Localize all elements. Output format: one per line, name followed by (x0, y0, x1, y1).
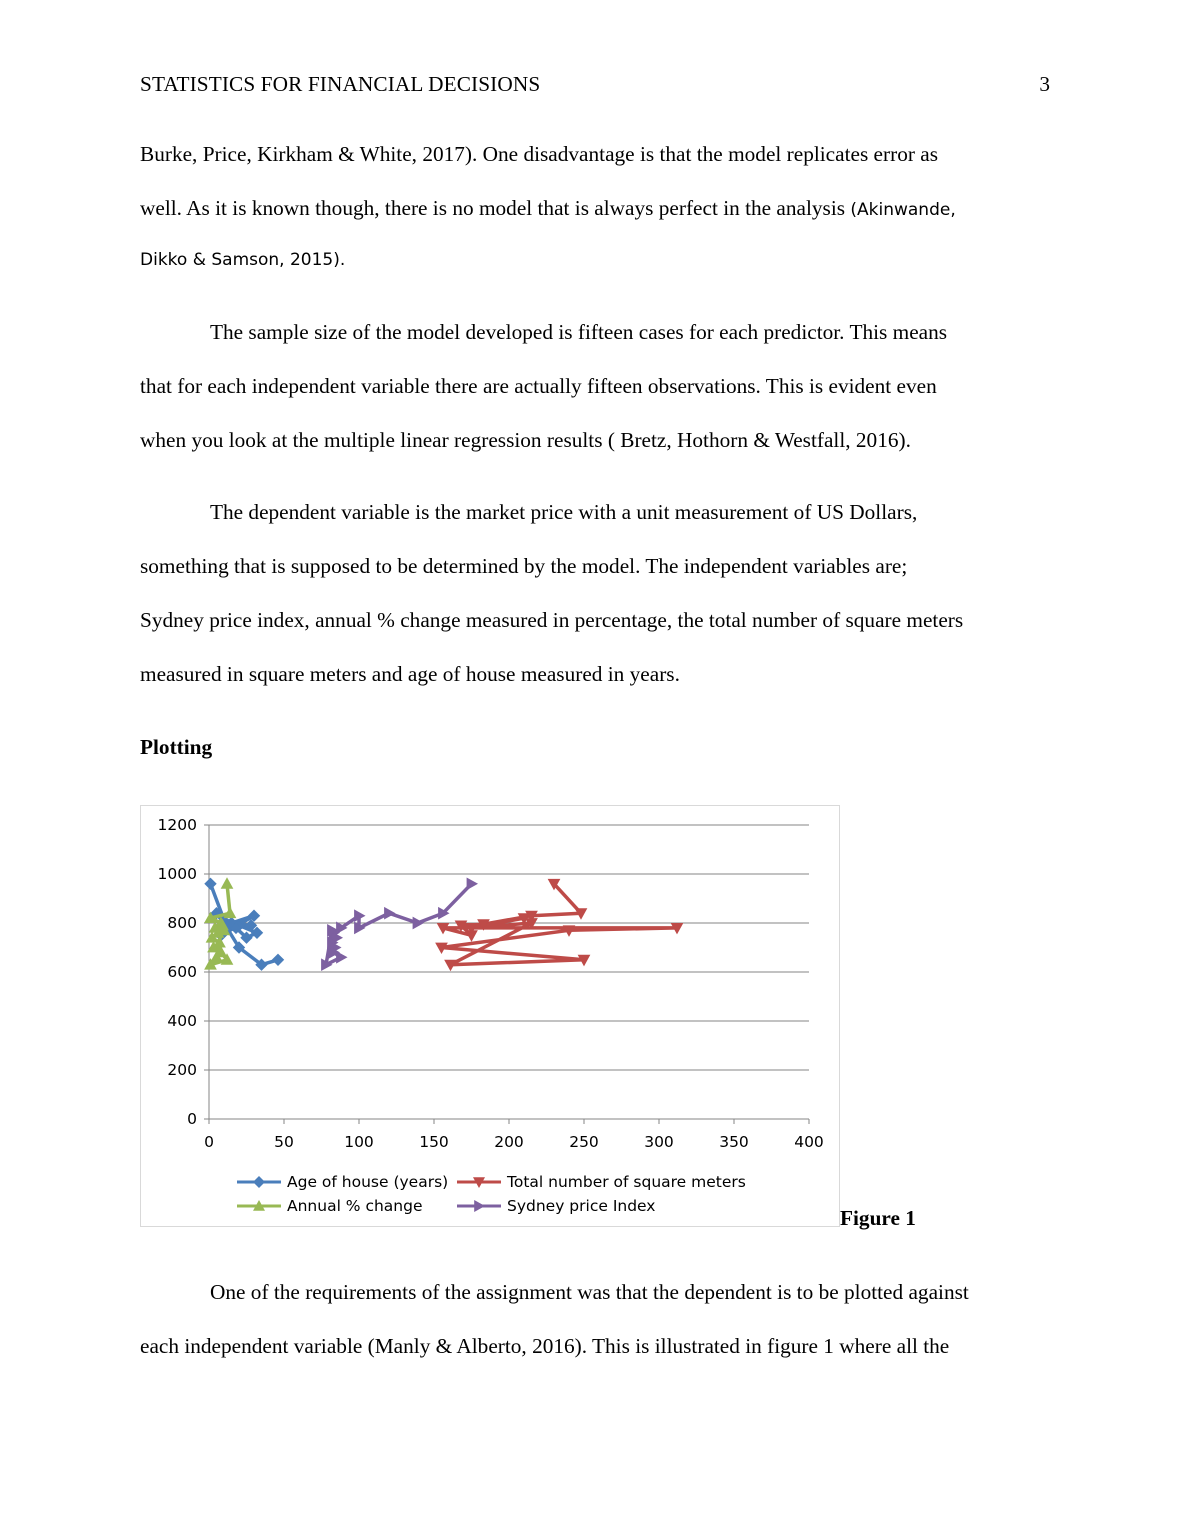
paragraph-1-line-1: Burke, Price, Kirkham & White, 2017). One disadvantage is that the model replicates error as (140, 142, 938, 166)
paragraph-3-line-2: something that is supposed to be determined by the model. The independent variables are; (140, 554, 908, 578)
paragraph-2-line-2: that for each independent variable there are actually fifteen observations. This is evident even (140, 374, 937, 398)
x-tick-label-250: 250 (569, 1133, 599, 1151)
paragraph-1-line-2 (140, 196, 956, 221)
legend-item-square-meters (457, 1173, 746, 1191)
figure-label: Figure 1 (840, 1206, 916, 1230)
data-point-sydney-price-index-2 (413, 918, 423, 929)
legend-swatch-square-meters (457, 1175, 501, 1189)
legend-swatch-sydney-index (457, 1199, 501, 1213)
x-tick-label-150: 150 (419, 1133, 449, 1151)
x-tick-label-400: 400 (794, 1133, 824, 1151)
data-point-age-of-house-years-14 (273, 954, 284, 965)
legend-label-age: Age of house (years) (287, 1173, 449, 1191)
x-tick-label-350: 350 (719, 1133, 749, 1151)
citation-akinwande: (Akinwande, (850, 200, 956, 220)
legend-label-sydney-index: Sydney price Index (507, 1197, 656, 1215)
x-tick-label-100: 100 (344, 1133, 374, 1151)
legend-swatch-age (237, 1175, 281, 1189)
legend-label-square-meters: Total number of square meters (507, 1173, 746, 1191)
y-tick-label-1000: 1000 (157, 865, 197, 883)
y-tick-label-200: 200 (167, 1061, 197, 1079)
y-tick-label-1200: 1200 (157, 816, 197, 834)
chart-svg (141, 806, 839, 1226)
x-tick-label-50: 50 (274, 1133, 294, 1151)
data-point-sydney-price-index-12 (337, 952, 347, 963)
data-point-annual-change-0 (222, 878, 233, 888)
series-line-sydney-price-index (326, 884, 472, 965)
running-header-title: STATISTICS FOR FINANCIAL DECISIONS (140, 72, 541, 96)
x-tick-label-200: 200 (494, 1133, 524, 1151)
data-point-sydney-price-index-0 (467, 878, 477, 889)
legend-item-sydney-index (457, 1197, 655, 1215)
y-tick-label-0: 0 (187, 1110, 197, 1128)
data-point-age-of-house-years-0 (205, 878, 216, 889)
data-point-sydney-price-index-3 (385, 908, 395, 919)
legend-swatch-annual-change (237, 1199, 281, 1213)
paragraph-2-line-3: when you look at the multiple linear regression results ( Bretz, Hothorn & Westfall, 2016). (140, 428, 911, 452)
heading-plotting: Plotting (140, 735, 213, 759)
legend-item-annual-change (237, 1197, 423, 1215)
chart-container (140, 805, 840, 1227)
paragraph-4-line-2: each independent variable (Manly & Alberto, 2016). This is illustrated in figure 1 where all the (140, 1334, 950, 1358)
paragraph-3-line-1: The dependent variable is the market price with a unit measurement of US Dollars, (210, 500, 918, 524)
y-tick-label-800: 800 (167, 914, 197, 932)
y-tick-label-600: 600 (167, 963, 197, 981)
paragraph-1-line-2-text: well. As it is known though, there is no model that is always perfect in the analysis (140, 196, 851, 220)
legend-item-age (237, 1173, 448, 1191)
paragraph-4-line-1: One of the requirements of the assignment was that the dependent is to be plotted against (210, 1280, 969, 1304)
paragraph-3-line-4: measured in square meters and age of house measured in years. (140, 662, 680, 686)
legend-marker-sydney-index (474, 1200, 485, 1212)
page-number: 3 (1039, 72, 1050, 96)
x-tick-label-300: 300 (644, 1133, 674, 1151)
legend-label-annual-change: Annual % change (287, 1197, 423, 1215)
x-tick-label-0: 0 (204, 1133, 214, 1151)
paragraph-1-line-3: Dikko & Samson, 2015). (140, 250, 346, 270)
paragraph-3-line-3: Sydney price index, annual % change measured in percentage, the total number of square meters (140, 608, 964, 632)
legend-marker-age (253, 1176, 265, 1188)
y-tick-label-400: 400 (167, 1012, 197, 1030)
paragraph-2-line-1: The sample size of the model developed is fifteen cases for each predictor. This means (210, 320, 948, 344)
